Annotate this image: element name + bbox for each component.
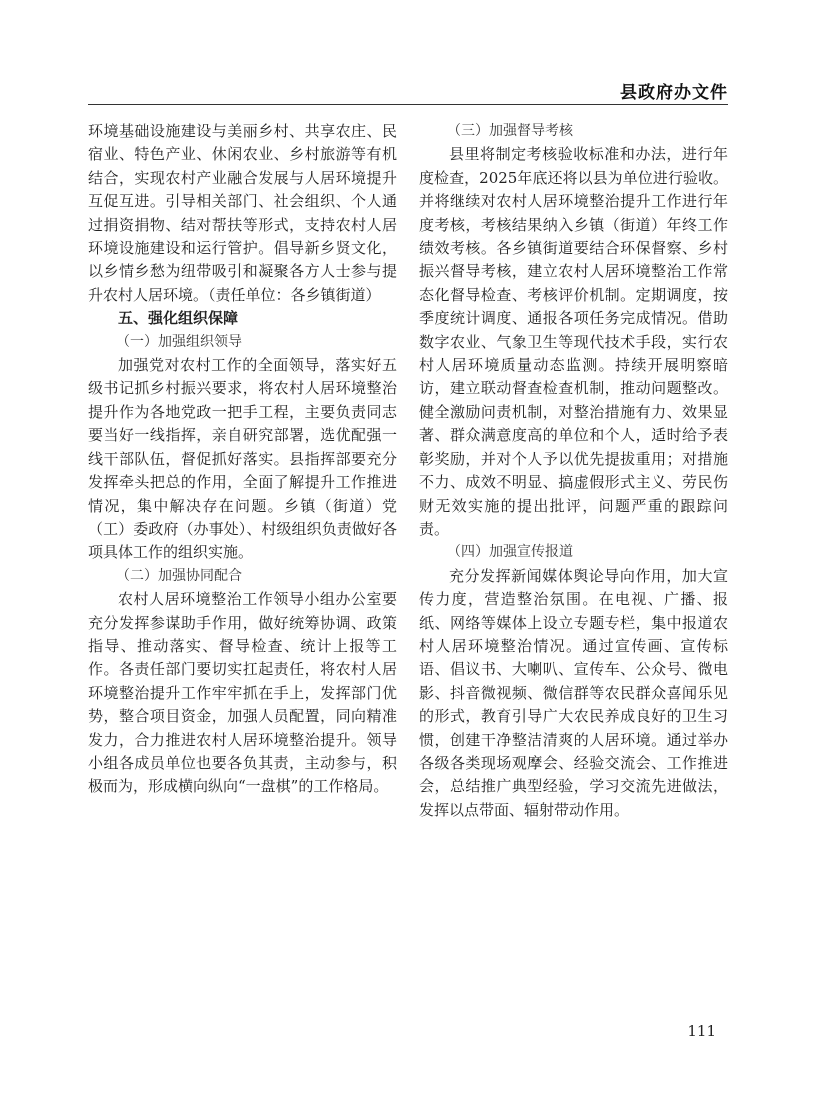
subsection-heading-4: （四）加强宣传报道 — [447, 544, 573, 561]
header-divider — [88, 104, 728, 105]
page-number: 111 — [687, 1022, 716, 1040]
subsection-heading-3: （三）加强督导考核 — [447, 123, 573, 139]
left-column — [88, 120, 397, 799]
subsection-text-2: 农村人居环境整治工作领导小组办公室要充分发挥参谋助手作用，做好统筹协调、政策指导、推动落实、督导检查、统计上报等工作。各责任部门要切实扛起责任，将农村人居环境整治提升工作牢牢抓在手上，发挥部门优势，整合项目资金，加强人员配置，同向精准发力，合力推进农村人居环境整治提升。领导小组各成员单位也要各负其责，主动参与，积极而为，形成横向纵向“一盘棋”的工作格局。 — [88, 590, 397, 796]
subsection-text-4: 充分发挥新闻媒体舆论导向作用，加大宣传力度，营造整治氛围。在电视、广播、报纸、网络等媒体上设立专题专栏，集中报道农村人居环境整治情况。通过宣传画、宣传标语、倡议书、大喇叭、宣传车、公众号、微电影、抖音微视频、微信群等农民群众喜闻乐见的形式，教育引导广大农民养成良好的卫生习惯，创建干净整洁清爽的人居环境。通过举办各级各类现场观摩会、经验交流会、工作推进会，总结推广典型经验，学习交流先进做法，发挥以点带面、辐射带动作用。 — [419, 566, 728, 819]
continued-paragraph: 环境基础设施建设与美丽乡村、共享农庄、民宿业、特色产业、休闲农业、乡村旅游等有机结合，实现农村产业融合发展与人居环境提升互促互进。引导相关部门、社会组织、个人通过捐资捐物、结对帮扶等形式，支持农村人居环境设施建设和运行管护。倡导新乡贤文化，以乡情乡愁为纽带吸引和凝聚各方人士参与提升农村人居环境。（责任单位：各乡镇街道） — [88, 122, 397, 304]
subsection-heading-2: （二）加强协同配合 — [116, 567, 242, 584]
header-title: 县政府办文件 — [620, 83, 728, 103]
subsection-text-1: 加强党对农村工作的全面领导，落实好五级书记抓乡村振兴要求，将农村人居环境整治提升作为各地党政一把手工程，主要负责同志要当好一线指挥，亲自研究部署，选优配强一线干部队伍，督促抓好落实。县指挥部要充分发挥牵头把总的作用，全面了解提升工作推进情况，集中解决存在问题。乡镇（街道）党（工）委政府（办事处）、村级组织负责做好各项具体工作的组织实施。 — [88, 356, 397, 562]
subsection-heading-1: （一）加强组织领导 — [116, 333, 242, 350]
right-column — [419, 120, 728, 822]
section-heading-5: 五、强化组织保障 — [118, 309, 239, 328]
subsection-text-3: 县里将制定考核验收标准和办法，进行年度检查，2025年底还将以县为单位进行验收。并将继续对农村人居环境整治提升工作进行年度考核，考核结果纳入乡镇（街道）年终工作绩效考核。各乡镇街道要结合环保督察、乡村振兴督导考核，建立农村人居环境整治工作常态化督导检查、考核评价机制。定期调度，按季度统计调度、通报各项任务完成情况。借助数字农业、气象卫生等现代技术手段，实行农村人居环境质量动态监测。持续开展明察暗访，建立联动督查检查机制，推动问题整改。健全激励问责机制，对整治措施有力、效果显著、群众满意度高的单位和个人，适时给予表彰奖励，并对个人予以优先提拔重用；对措施不力、成效不明显、搞虚假形式主义、劳民伤财无效实施的提出批评，问题严重的跟踪问责。 — [419, 145, 728, 538]
